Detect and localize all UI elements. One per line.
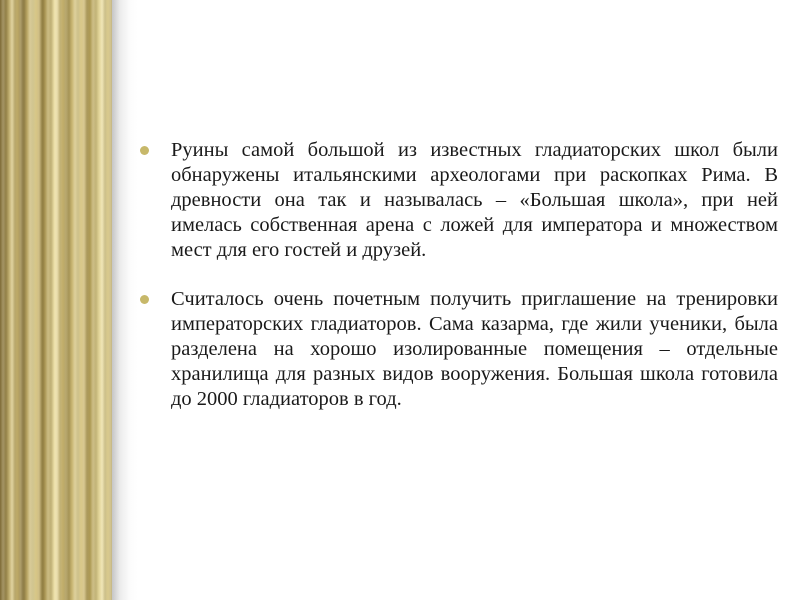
bullet-dot-icon bbox=[140, 146, 149, 155]
gold-curtain-decoration bbox=[0, 0, 112, 600]
bullet-text: Руины самой большой из известных гладиаторских школ были обнаружены итальянскими археологами при раскопках Рима. В древности она так и называлась – «Большая школа», при ней имелась собственная арена с ложей для императора и множеством мест для его гостей и друзей. bbox=[171, 139, 778, 261]
bullet-item-training bbox=[138, 287, 778, 412]
bullet-dot-icon bbox=[140, 295, 149, 304]
curtain-shadow bbox=[112, 0, 138, 600]
bullet-item-ruins bbox=[138, 138, 778, 263]
bullet-list bbox=[138, 138, 778, 436]
bullet-text: Считалось очень почетным получить приглашение на тренировки императорских гладиаторов. Сама казарма, где жили ученики, была разделена на хорошо изолированные помещения – отдельные хранилища для разных видов вооружения. Большая школа готовила до 2000 гладиаторов в год. bbox=[171, 288, 778, 410]
